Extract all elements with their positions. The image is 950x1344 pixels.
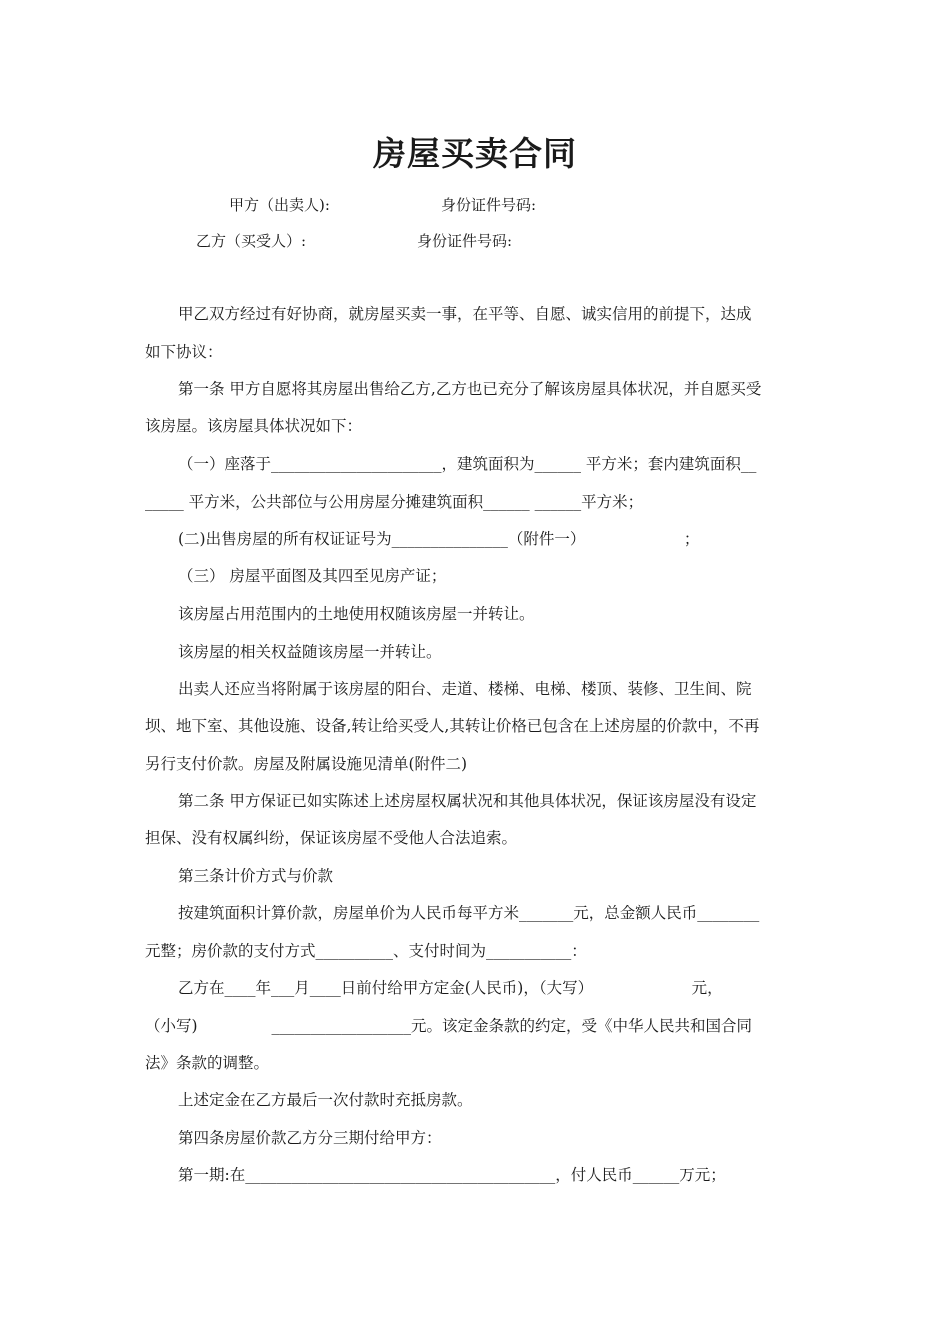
paragraph-line: （三） 房屋平面图及其四至见房产证； — [178, 567, 447, 585]
paragraph-line: 法》条款的调整。 — [145, 1054, 270, 1072]
paragraph-line: 第二条 甲方保证已如实陈述上述房屋权属状况和其他具体状况，保证该房屋没有设定 — [178, 792, 757, 810]
paragraph-line: 第一条 甲方自愿将其房屋出售给乙方,乙方也已充分了解该房屋具体状况，并自愿买受 — [178, 380, 762, 398]
paragraph-line: 甲乙双方经过有好协商，就房屋买卖一事，在平等、自愿、诚实信用的前提下，达成 — [178, 305, 752, 323]
party-a-label: 甲方（出卖人): — [229, 196, 330, 214]
paragraph-line: 元整；房价款的支付方式__________、支付时间为___________： — [145, 942, 587, 960]
paragraph-line: 该房屋。该房屋具体状况如下： — [145, 417, 363, 435]
paragraph-line: 上述定金在乙方最后一次付款时充抵房款。 — [178, 1091, 473, 1109]
paragraph-line: （一）座落于______________________，建筑面积为______ 平方米；套内建筑面积__ — [178, 455, 757, 473]
paragraph-line: 出卖人还应当将附属于该房屋的阳台、走道、楼梯、电梯、楼顶、装修、卫生间、院 — [178, 680, 752, 698]
paragraph-line: 第一期:在________________________________________，付人民币______万元； — [178, 1166, 726, 1184]
paragraph-line: 坝、地下室、其他设施、设备,转让给买受人,其转让价格已包含在上述房屋的价款中，不再 — [145, 717, 760, 735]
party-b-id-label: 身份证件号码: — [417, 232, 513, 250]
paragraph-line: 第四条房屋价款乙方分三期付给甲方： — [178, 1129, 442, 1147]
paragraph-line: 按建筑面积计算价款，房屋单价为人民币每平方米_______元，总金额人民币________ — [178, 904, 760, 922]
paragraph-line: （小写) __________________元。该定金条款的约定，受《中华人民共和国合同 — [145, 1017, 752, 1035]
paragraph-line: 另行支付价款。房屋及附属设施见清单(附件二) — [145, 755, 468, 773]
party-b-label: 乙方（买受人）: — [196, 232, 307, 250]
paragraph-line: 担保、没有权属纠纷，保证该房屋不受他人合法追索。 — [145, 829, 518, 847]
paragraph-line: 第三条计价方式与价款 — [178, 867, 334, 885]
document-title: 房屋买卖合同 — [373, 134, 577, 173]
paragraph-line: 乙方在____年___月____日前付给甲方定金(人民币)，（大写） 元， — [178, 979, 723, 997]
paragraph-line: 该房屋占用范围内的土地使用权随该房屋一并转让。 — [178, 605, 535, 623]
paragraph-line: 该房屋的相关权益随该房屋一并转让。 — [178, 643, 442, 661]
paragraph-line: 如下协议： — [145, 343, 223, 361]
paragraph-line: _____ 平方米，公共部位与公用房屋分摊建筑面积______ ______平方米； — [145, 493, 644, 511]
paragraph-line: (二)出售房屋的所有权证证号为_______________（附件一） ； — [178, 530, 700, 548]
party-a-id-label: 身份证件号码: — [441, 196, 537, 214]
